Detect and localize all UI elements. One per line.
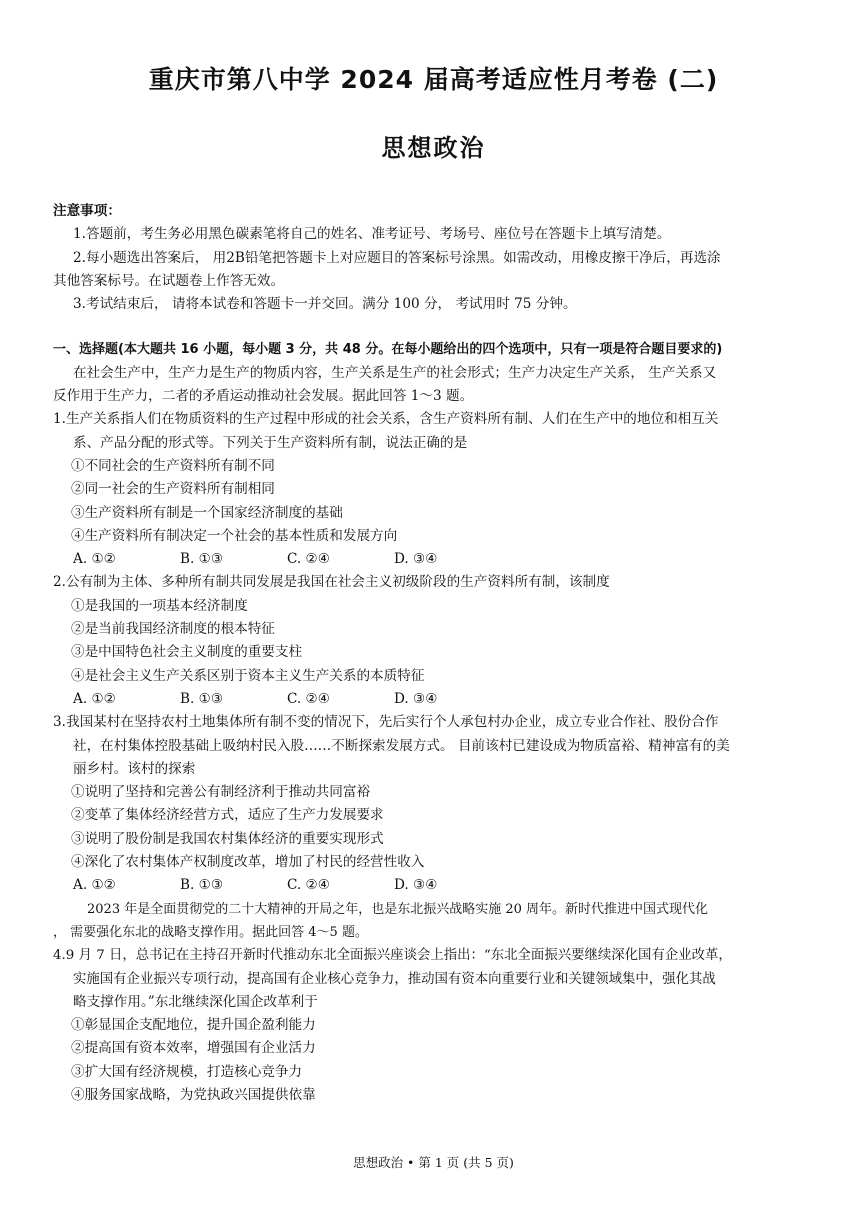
question-3-stem: 3.我国某村在坚持农村土地集体所有制不变的情况下，先后实行个人承包村办企业，成立专业合作社、股份合作 xyxy=(53,714,719,731)
choice-d: D. ③④ xyxy=(394,877,438,894)
question-1-option: ④生产资料所有制决定一个社会的基本性质和发展方向 xyxy=(71,527,398,544)
question-4-option: ①彰显国企支配地位，提升国企盈利能力 xyxy=(71,1017,316,1034)
notice-line: 2.每小题选出答案后， 用2B铅笔把答题卡上对应题目的答案标号涂黑。如需改动，用橡皮擦干净后，再选涂 xyxy=(73,249,721,266)
question-4-option: ③扩大国有经济规模，打造核心竞争力 xyxy=(71,1063,303,1080)
material-intro: 在社会生产中，生产力是生产的物质内容，生产关系是生产的社会形式；生产力决定生产关系， 生产关系又 xyxy=(73,364,717,381)
section-heading: 一、选择题(本大题共 16 小题，每小题 3 分，共 48 分。在每小题给出的四个选项中，只有一项是符合题目要求的) xyxy=(53,342,723,358)
question-1-option: ①不同社会的生产资料所有制不同 xyxy=(71,457,275,474)
notice-line: 1.答题前，考生务必用黑色碳素笔将自己的姓名、准考证号、考场号、座位号在答题卡上填写清楚。 xyxy=(73,226,671,243)
question-3-choices xyxy=(53,874,817,897)
question-1-option: ③生产资料所有制是一个国家经济制度的基础 xyxy=(71,504,343,521)
question-2-stem: 2.公有制为主体、多种所有制共同发展是我国在社会主义初级阶段的生产资料所有制，该制度 xyxy=(53,574,610,591)
question-3-stem: 丽乡村。该村的探索 xyxy=(73,760,196,777)
question-2-option: ④是社会主义生产关系区别于资本主义生产关系的本质特征 xyxy=(71,667,425,684)
question-2-option: ①是我国的一项基本经济制度 xyxy=(71,597,248,614)
choice-d: D. ③④ xyxy=(394,551,438,568)
question-3-option: ③说明了股份制是我国农村集体经济的重要实现形式 xyxy=(71,830,384,847)
question-4-stem: 4.9 月 7 日，总书记在主持召开新时代推动东北全面振兴座谈会上指出：“东北全面振兴要继续深化国有企业改革， xyxy=(53,948,732,964)
choice-d: D. ③④ xyxy=(394,690,438,707)
question-1-choices xyxy=(53,548,817,571)
subject-title: 思想政治 xyxy=(381,134,486,162)
choice-c: C. ②④ xyxy=(287,877,330,894)
question-2-option: ③是中国特色社会主义制度的重要支柱 xyxy=(71,644,303,661)
choice-a: A. ①② xyxy=(73,690,116,707)
question-1-stem: 1.生产关系指人们在物质资料的生产过程中形成的社会关系，含生产资料所有制、人们在生产中的地位和相互关 xyxy=(53,411,719,428)
choice-c: C. ②④ xyxy=(287,690,330,707)
exam-title: 重庆市第八中学 2024 届高考适应性月考卷 (二) xyxy=(148,65,719,94)
choice-c: C. ②④ xyxy=(287,551,330,568)
choice-b: B. ①③ xyxy=(180,690,224,707)
question-2-choices xyxy=(53,688,817,711)
question-3-option: ①说明了坚持和完善公有制经济利于推动共同富裕 xyxy=(71,784,371,801)
question-4-option: ②提高国有资本效率，增强国有企业活力 xyxy=(71,1040,316,1057)
page-content xyxy=(53,200,817,1107)
material-intro: ， 需要强化东北的战略支撑作用。据此回答 4～5 题。 xyxy=(53,924,368,940)
question-3-option: ②变革了集体经济经营方式，适应了生产力发展要求 xyxy=(71,807,384,824)
material-intro: 2023 年是全面贯彻党的二十大精神的开局之年，也是东北振兴战略实施 20 周年。新时代推进中国式现代化 xyxy=(87,901,709,917)
notice-line: 3.考试结束后， 请将本试卷和答题卡一并交回。满分 100 分， 考试用时 75 分钟。 xyxy=(73,296,577,313)
choice-b: B. ①③ xyxy=(180,877,224,894)
choice-a: A. ①② xyxy=(73,877,116,894)
choice-a: A. ①② xyxy=(73,551,116,568)
notice-heading: 注意事项： xyxy=(53,203,121,219)
question-1-stem: 系、产品分配的形式等。下列关于生产资料所有制，说法正确的是 xyxy=(73,434,468,451)
question-1-option: ②同一社会的生产资料所有制相同 xyxy=(71,481,275,498)
question-3-stem: 社，在村集体控股基础上吸纳村民入股……不断探索发展方式。 目前该村已建设成为物质富裕、精神富有的美 xyxy=(73,737,730,754)
question-3-option: ④深化了农村集体产权制度改革，增加了村民的经营性收入 xyxy=(71,854,425,871)
material-intro: 反作用于生产力，二者的矛盾运动推动社会发展。据此回答 1～3 题。 xyxy=(53,388,474,405)
page-footer: 思想政治 • 第 1 页 (共 5 页) xyxy=(353,1155,514,1170)
question-4-stem: 略支撑作用。”东北继续深化国企改革利于 xyxy=(73,993,318,1010)
question-4-stem: 实施国有企业振兴专项行动，提高国有企业核心竞争力，推动国有资本向重要行业和关键领域集中，强化其战 xyxy=(73,971,716,987)
choice-b: B. ①③ xyxy=(180,551,224,568)
notice-line: 其他答案标号。在试题卷上作答无效。 xyxy=(53,272,285,289)
question-4-option: ④服务国家战略，为党执政兴国提供依靠 xyxy=(71,1086,316,1103)
question-2-option: ②是当前我国经济制度的根本特征 xyxy=(71,621,275,638)
